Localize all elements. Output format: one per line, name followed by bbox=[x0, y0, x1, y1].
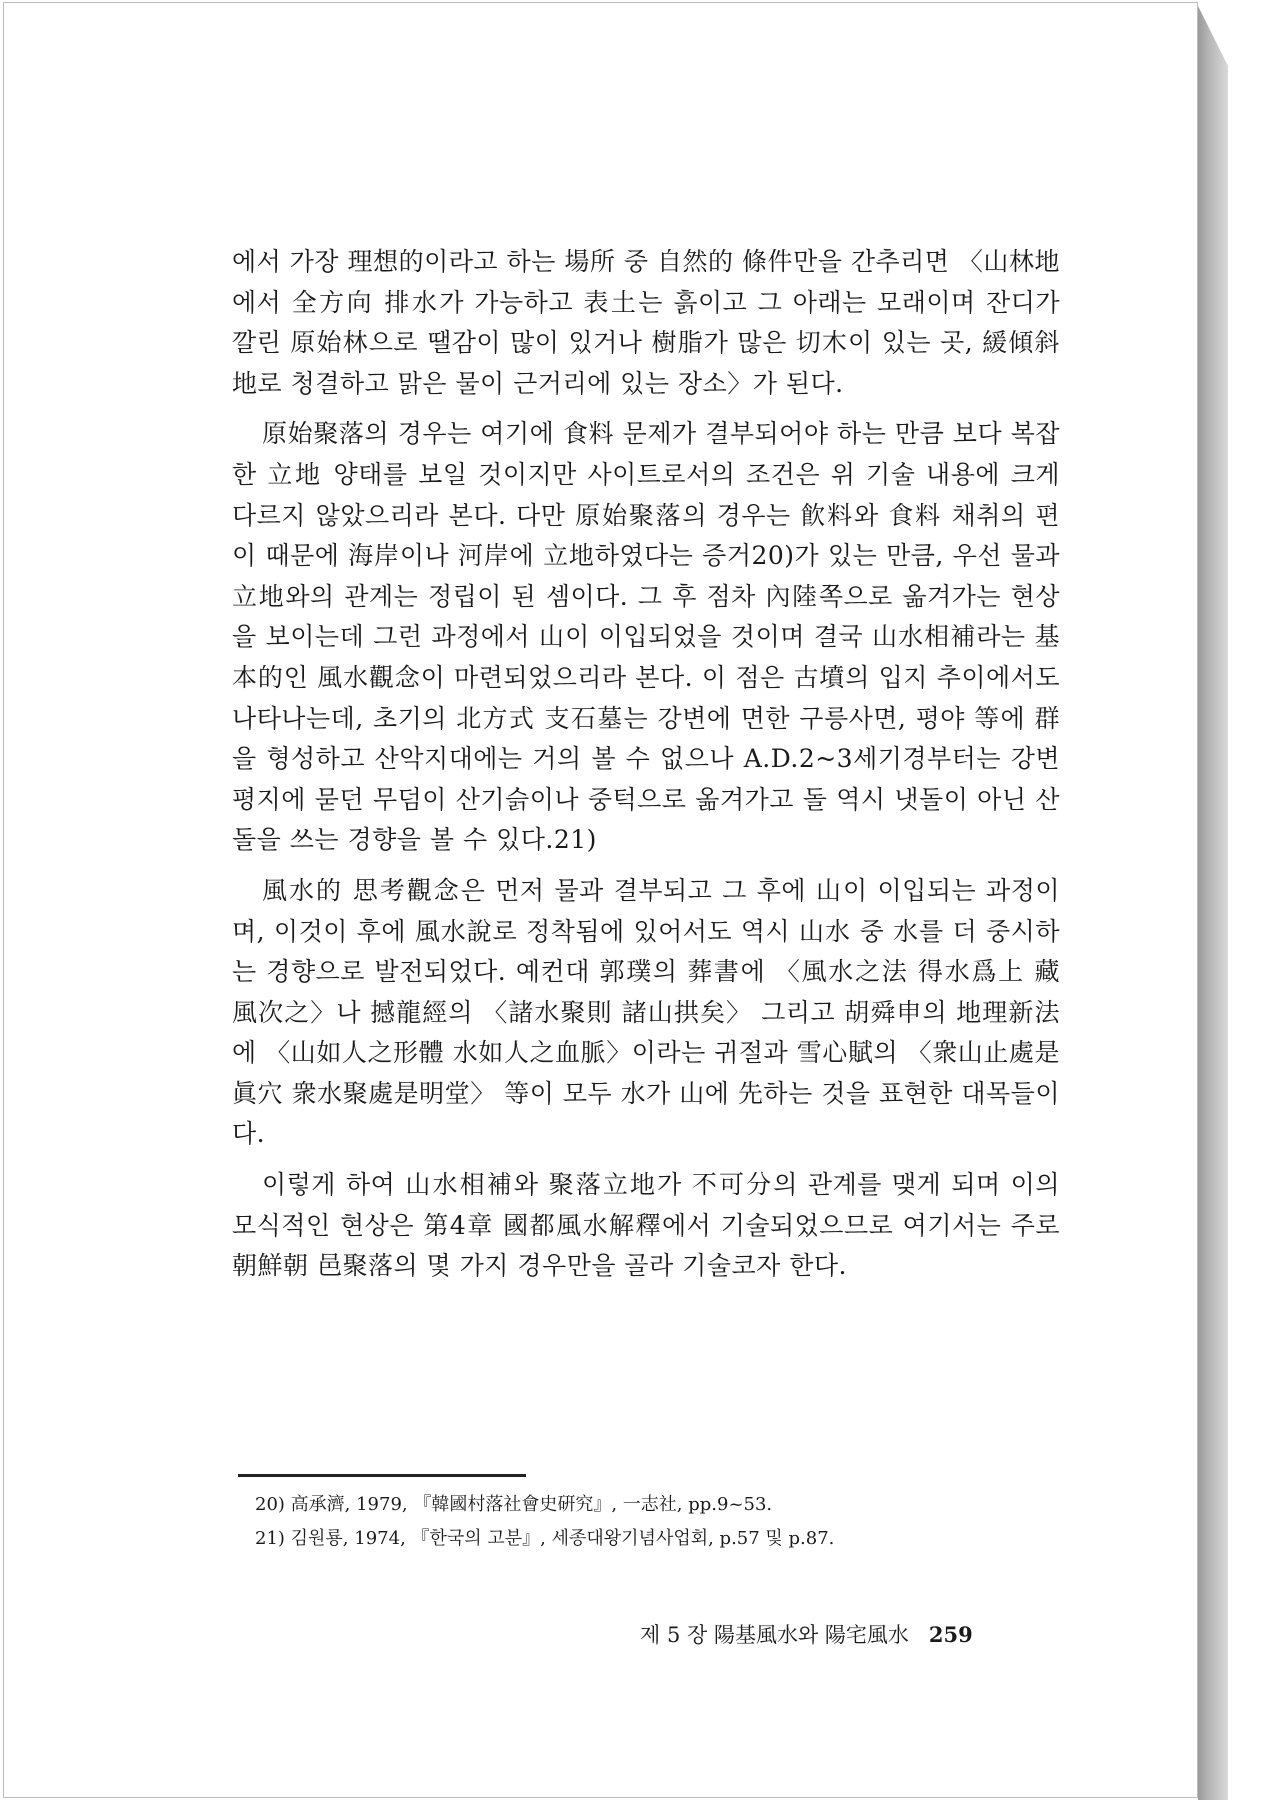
paragraph-3: 風水的 思考觀念은 먼저 물과 결부되고 그 후에 山이 이입되는 과정이며, 이것이 후에 風水說로 정착됨에 있어서도 역시 山水 중 水를 더 중시하는 경향으로 발전되었다. 예컨대 郭璞의 葬書에 〈風水之法 得水爲上 藏風次之〉나 撼龍經의 〈諸水聚則 諸山拱矣〉 그리고 胡舜申의 地理新法에 〈山如人之形體 水如人之血脈〉이라는 귀절과 雪心賦의 〈衆山止處是眞穴 衆水聚處是明堂〉 等이 모두 水가 山에 先하는 것을 표현한 대목들이다. bbox=[232, 875, 1060, 1149]
footnote-20: 20) 高承濟, 1979, 『韓國村落社會史硏究』, 一志社, pp.9~53. bbox=[255, 1494, 773, 1515]
footnotes bbox=[255, 1488, 1055, 1556]
paragraph-2: 原始聚落의 경우는 여기에 食料 문제가 결부되어야 하는 만큼 보다 복잡한 立地 양태를 보일 것이지만 사이트로서의 조건은 위 기술 내용에 크게 다르지 않았으리라 본다. 다만 原始聚落의 경우는 飮料와 食料 채취의 편이 때문에 海岸이나 河岸에 立地하였다는 증거20)가 있는 만큼, 우선 물과 立地와의 관계는 정립이 된 셈이다. 그 후 점차 內陸쪽으로 옮겨가는 현상을 보이는데 그런 과정에서 山이 이입되었을 것이며 결국 山水相補라는 基本的인 風水觀念이 마련되었으리라 본다. 이 점은 古墳의 입지 추이에서도 나타나는데, 초기의 北方式 支石墓는 강변에 면한 구릉사면, 평야 等에 群을 형성하고 산악지대에는 거의 볼 수 없으나 A.D.2~3세기경부터는 강변 평지에 묻던 무덤이 산기슭이나 중턱으로 옮겨가고 돌 역시 냇돌이 아닌 산돌을 쓰는 경향을 볼 수 있다.21) bbox=[232, 419, 1060, 855]
body-text bbox=[232, 242, 1060, 1287]
footnote-21: 21) 김원룡, 1974, 『한국의 고분』, 세종대왕기념사업회, p.57 및 p.87. bbox=[255, 1528, 835, 1549]
page-number: 259 bbox=[928, 1622, 973, 1647]
chapter-title: 제 5 장 陽基風水와 陽宅風水 bbox=[640, 1623, 909, 1647]
running-footer bbox=[640, 1619, 1040, 1649]
paragraph-1: 에서 가장 理想的이라고 하는 場所 중 自然的 條件만을 간추리면 〈山林地에서 全方向 排水가 가능하고 表土는 흙이고 그 아래는 모래이며 잔디가 깔린 原始林으로 땔감이 많이 있거나 樹脂가 많은 切木이 있는 곳, 緩傾斜地로 청결하고 맑은 물이 근거리에 있는 장소〉가 된다. bbox=[232, 247, 1060, 398]
paragraph-4: 이렇게 하여 山水相補와 聚落立地가 不可分의 관계를 맺게 되며 이의 모식적인 현상은 第4章 國都風水解釋에서 기술되었으므로 여기서는 주로 朝鮮朝 邑聚落의 몇 가지 경우만을 골라 기술코자 한다. bbox=[232, 1170, 1060, 1281]
footnote-divider bbox=[238, 1474, 526, 1477]
page-edge-shadow bbox=[1198, 6, 1228, 1800]
